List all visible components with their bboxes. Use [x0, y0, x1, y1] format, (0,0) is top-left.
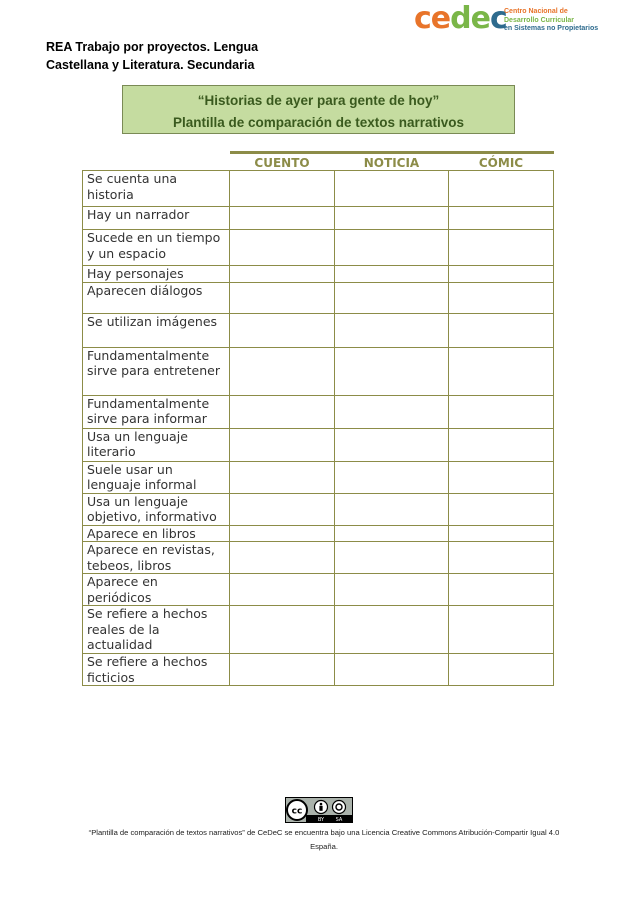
- answer-cell-comic[interactable]: [449, 282, 554, 313]
- logo-word-part3: c: [489, 1, 507, 36]
- answer-cell-comic[interactable]: [449, 542, 554, 574]
- table-row: [83, 493, 554, 525]
- table-header-row: [83, 153, 554, 171]
- answer-cell-comic[interactable]: [449, 654, 554, 686]
- criterion-label: Fundamentalmente sirve para informar: [83, 395, 230, 428]
- answer-cell-cuento[interactable]: [230, 171, 335, 207]
- answer-cell-comic[interactable]: [449, 207, 554, 230]
- banner-subtitle: Plantilla de comparación de textos narrativos: [172, 115, 465, 130]
- answer-cell-noticia[interactable]: [335, 230, 449, 266]
- footer-line2: España.: [310, 842, 338, 851]
- table-row: [83, 525, 554, 542]
- table-row: [83, 542, 554, 574]
- license-footer: [56, 826, 592, 854]
- answer-cell-noticia[interactable]: [335, 606, 449, 654]
- column-header-noticia: NOTICIA: [335, 153, 449, 171]
- answer-cell-cuento[interactable]: [230, 525, 335, 542]
- answer-cell-noticia[interactable]: [335, 313, 449, 347]
- criterion-label: Usa un lenguaje literario: [83, 428, 230, 461]
- criterion-label: Se refiere a hechos ficticios: [83, 654, 230, 686]
- answer-cell-cuento[interactable]: [230, 654, 335, 686]
- table-body: [83, 171, 554, 686]
- logo-tagline-line3: en Sistemas no Propietarios: [504, 25, 599, 32]
- answer-cell-noticia[interactable]: [335, 171, 449, 207]
- answer-cell-noticia[interactable]: [335, 428, 449, 461]
- answer-cell-noticia[interactable]: [335, 654, 449, 686]
- table-row: [83, 171, 554, 207]
- criterion-label: Hay un narrador: [83, 207, 230, 230]
- by-label: BY: [317, 817, 325, 822]
- comparison-table: [82, 151, 554, 686]
- header-title-line2: Castellana y Literatura. Secundaria: [46, 58, 255, 72]
- sa-label: SA: [335, 817, 343, 822]
- answer-cell-noticia[interactable]: [335, 542, 449, 574]
- answer-cell-noticia[interactable]: [335, 282, 449, 313]
- answer-cell-noticia[interactable]: [335, 347, 449, 395]
- answer-cell-comic[interactable]: [449, 428, 554, 461]
- table-row: [83, 654, 554, 686]
- answer-cell-noticia[interactable]: [335, 461, 449, 493]
- table-row: [83, 428, 554, 461]
- table-row: [83, 574, 554, 606]
- answer-cell-cuento[interactable]: [230, 207, 335, 230]
- answer-cell-cuento[interactable]: [230, 266, 335, 283]
- answer-cell-cuento[interactable]: [230, 606, 335, 654]
- answer-cell-cuento[interactable]: [230, 395, 335, 428]
- answer-cell-cuento[interactable]: [230, 542, 335, 574]
- answer-cell-comic[interactable]: [449, 313, 554, 347]
- answer-cell-noticia[interactable]: [335, 395, 449, 428]
- criterion-label: Sucede en un tiempo y un espacio: [83, 230, 230, 266]
- criterion-label: Se cuenta una historia: [83, 171, 230, 207]
- criterion-label: Aparece en periódicos: [83, 574, 230, 606]
- answer-cell-comic[interactable]: [449, 493, 554, 525]
- answer-cell-comic[interactable]: [449, 574, 554, 606]
- logo-tagline-line2: Desarrollo Curricular: [504, 16, 575, 24]
- table-row: [83, 606, 554, 654]
- logo-tagline: [504, 8, 614, 34]
- answer-cell-cuento[interactable]: [230, 313, 335, 347]
- answer-cell-comic[interactable]: [449, 266, 554, 283]
- banner-title: “Historias de ayer para gente de hoy”: [197, 93, 440, 108]
- criterion-label: Suele usar un lenguaje informal: [83, 461, 230, 493]
- table-row: [83, 395, 554, 428]
- table-row: [83, 282, 554, 313]
- criterion-label: Se utilizan imágenes: [83, 313, 230, 347]
- cc-license-badge: [285, 797, 353, 823]
- criterion-label: Aparecen diálogos: [83, 282, 230, 313]
- criterion-label: Hay personajes: [83, 266, 230, 283]
- answer-cell-comic[interactable]: [449, 525, 554, 542]
- cc-by-sa-icon: [286, 798, 352, 822]
- answer-cell-cuento[interactable]: [230, 230, 335, 266]
- table-row: [83, 266, 554, 283]
- table-row: [83, 461, 554, 493]
- criterion-label: Aparece en revistas, tebeos, libros: [83, 542, 230, 574]
- answer-cell-cuento[interactable]: [230, 574, 335, 606]
- answer-cell-noticia[interactable]: [335, 574, 449, 606]
- title-banner: [122, 85, 515, 134]
- logo-tagline-line1: Centro Nacional de: [504, 8, 568, 15]
- column-header-comic: CÓMIC: [449, 153, 554, 171]
- answer-cell-cuento[interactable]: [230, 282, 335, 313]
- answer-cell-noticia[interactable]: [335, 525, 449, 542]
- criterion-label: Aparece en libros: [83, 525, 230, 542]
- answer-cell-comic[interactable]: [449, 606, 554, 654]
- answer-cell-cuento[interactable]: [230, 493, 335, 525]
- answer-cell-noticia[interactable]: [335, 266, 449, 283]
- answer-cell-cuento[interactable]: [230, 428, 335, 461]
- answer-cell-comic[interactable]: [449, 461, 554, 493]
- column-header-cuento: CUENTO: [230, 153, 335, 171]
- table-row: [83, 347, 554, 395]
- table-corner-cell: [83, 153, 230, 171]
- cedec-logo: [414, 1, 614, 38]
- answer-cell-comic[interactable]: [449, 230, 554, 266]
- logo-wordmark: [414, 0, 507, 38]
- table-row: [83, 230, 554, 266]
- answer-cell-cuento[interactable]: [230, 461, 335, 493]
- criterion-label: Se refiere a hechos reales de la actualidad: [83, 606, 230, 654]
- answer-cell-noticia[interactable]: [335, 493, 449, 525]
- header-title-line1: REA Trabajo por proyectos. Lengua: [46, 40, 259, 54]
- answer-cell-comic[interactable]: [449, 395, 554, 428]
- document-header: [46, 38, 306, 74]
- table-row: [83, 313, 554, 347]
- table-row: [83, 207, 554, 230]
- footer-line1: “Plantilla de comparación de textos narrativos” de CeDeC se encuentra bajo una Licencia Creative Commons Atribución-Compartir Igual 4.0: [88, 828, 560, 837]
- answer-cell-comic[interactable]: [449, 347, 554, 395]
- logo-word-part1: ce: [414, 1, 451, 36]
- logo-word-part2: de: [450, 1, 490, 36]
- answer-cell-comic[interactable]: [449, 171, 554, 207]
- criterion-label: Usa un lenguaje objetivo, informativo: [83, 493, 230, 525]
- answer-cell-noticia[interactable]: [335, 207, 449, 230]
- criterion-label: Fundamentalmente sirve para entretener: [83, 347, 230, 395]
- answer-cell-cuento[interactable]: [230, 347, 335, 395]
- cc-label: cc: [291, 806, 303, 817]
